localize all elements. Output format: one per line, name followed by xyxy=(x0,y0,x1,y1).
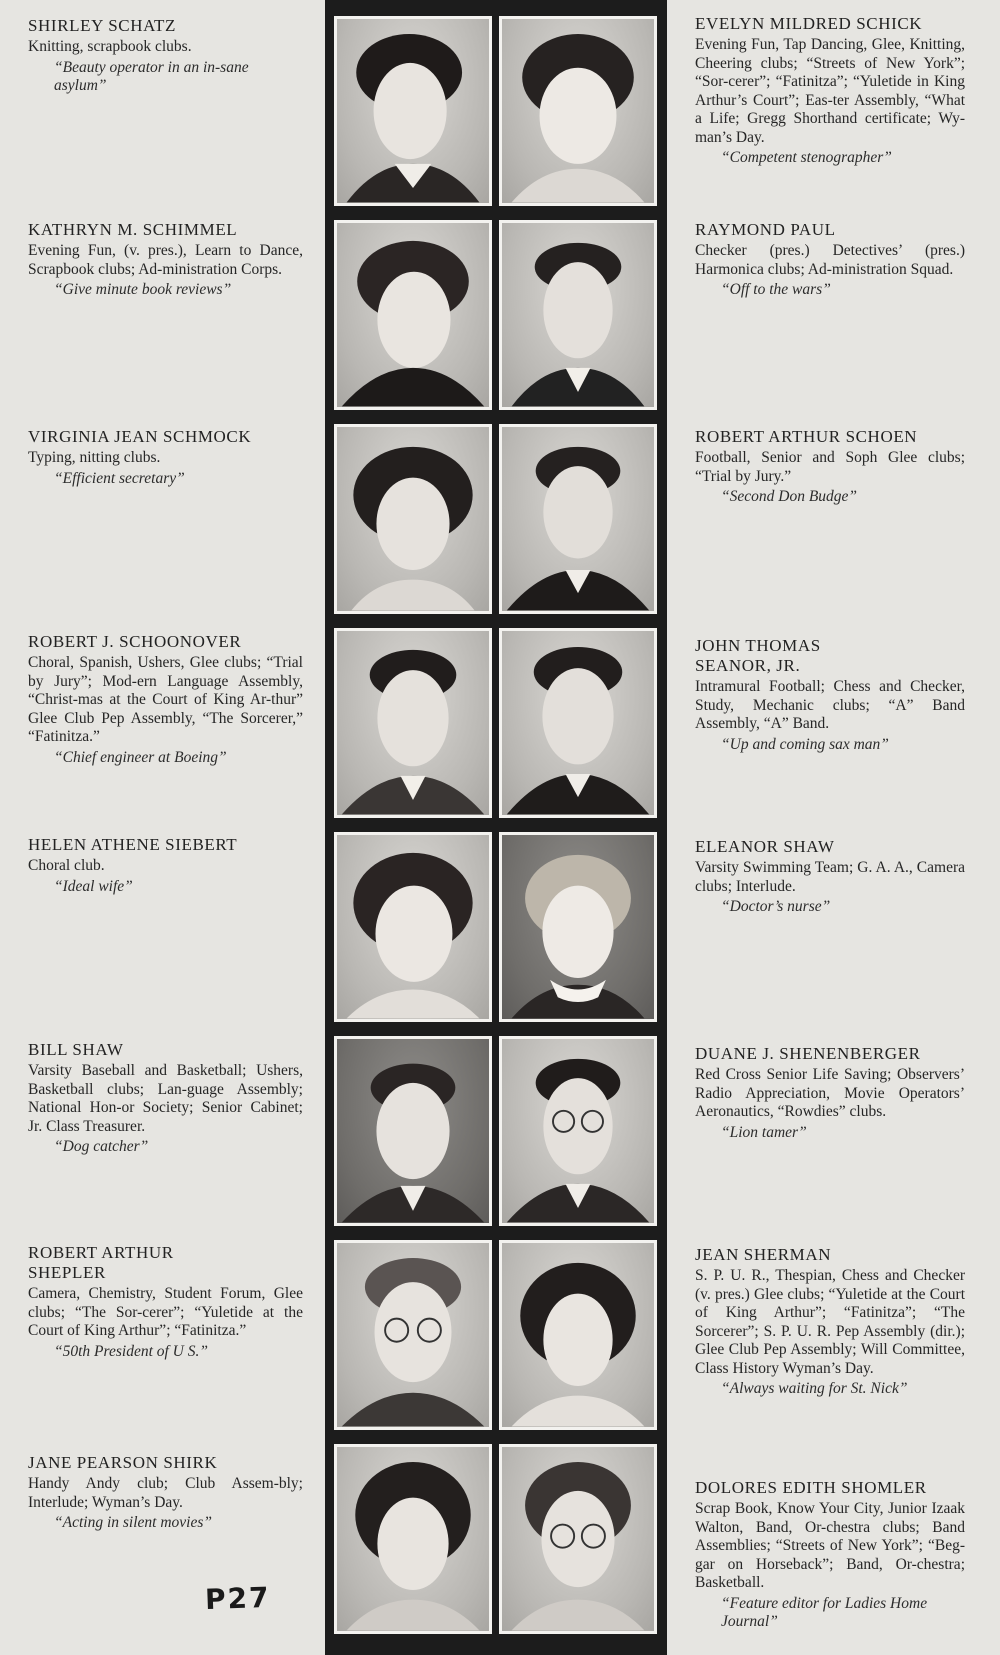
portrait-photo xyxy=(334,1240,492,1430)
student-name: SHIRLEY SCHATZ xyxy=(28,16,177,35)
student-quote: “Feature editor for Ladies Home Journal” xyxy=(721,1594,928,1630)
entry-jean-sherman xyxy=(695,1245,965,1399)
student-name: ROBERT ARTHUR SCHOEN xyxy=(695,427,918,446)
student-activities: Knitting, scrapbook clubs. xyxy=(28,38,192,55)
entry-virginia-schmock xyxy=(28,427,303,488)
student-name: JOHN THOMAS SEANOR, JR. xyxy=(695,636,821,675)
entry-bill-shaw xyxy=(28,1040,303,1157)
portrait-photo xyxy=(334,424,492,614)
student-quote: “Acting in silent movies” xyxy=(54,1514,213,1531)
photo-row xyxy=(331,10,661,214)
entry-duane-shenenberger xyxy=(695,1044,965,1142)
student-activities: Checker (pres.) Detectives’ (pres.) Harmonica clubs; Ad-ministration Squad. xyxy=(695,242,965,278)
portrait-photo xyxy=(334,628,492,818)
student-activities: Varsity Swimming Team; G. A. A., Camera clubs; Interlude. xyxy=(695,859,965,895)
photo-row xyxy=(331,1234,661,1438)
student-name: JANE PEARSON SHIRK xyxy=(28,1453,218,1472)
student-name: DOLORES EDITH SHOMLER xyxy=(695,1478,927,1497)
photo-row xyxy=(331,418,661,622)
student-name: BILL SHAW xyxy=(28,1040,124,1059)
portrait-photo xyxy=(499,220,657,410)
entry-dolores-shomler xyxy=(695,1478,965,1632)
portrait-photo xyxy=(499,628,657,818)
student-quote: “Always waiting for St. Nick” xyxy=(721,1380,908,1397)
portrait-photo xyxy=(499,424,657,614)
portrait-photo xyxy=(499,1444,657,1634)
entry-evelyn-schick xyxy=(695,14,965,168)
student-activities: Typing, nitting clubs. xyxy=(28,449,161,466)
student-name: VIRGINIA JEAN SCHMOCK xyxy=(28,427,252,446)
entry-eleanor-shaw xyxy=(695,837,965,917)
student-quote: “Beauty operator in an in-sane asylum” xyxy=(54,58,249,94)
entry-robert-shepler xyxy=(28,1243,303,1361)
portrait-photo xyxy=(499,1240,657,1430)
photo-row xyxy=(331,1438,661,1642)
student-activities: Red Cross Senior Life Saving; Observers’ Radio Appreciation, Movie Operators’ Aeronautics, “Rowdies” clubs. xyxy=(695,1066,965,1120)
photo-row xyxy=(331,622,661,826)
portrait-photo xyxy=(334,220,492,410)
student-name: EVELYN MILDRED SCHICK xyxy=(695,14,923,33)
student-quote: “Ideal wife” xyxy=(54,877,133,895)
photo-row xyxy=(331,1030,661,1234)
student-quote: “Chief engineer at Boeing” xyxy=(54,748,227,766)
photo-row xyxy=(331,826,661,1030)
entry-shirley-schatz xyxy=(28,16,303,96)
entry-john-seanor xyxy=(695,636,965,754)
portrait-photo xyxy=(334,832,492,1022)
student-name: JEAN SHERMAN xyxy=(695,1245,832,1264)
entry-robert-schoen xyxy=(695,427,965,507)
student-name: KATHRYN M. SCHIMMEL xyxy=(28,220,238,239)
photo-strip xyxy=(325,0,667,1655)
student-quote: “Off to the wars” xyxy=(721,281,831,298)
student-name: HELEN ATHENE SIEBERT xyxy=(28,835,238,854)
student-activities: Choral, Spanish, Ushers, Glee clubs; “Trial by Jury”; Mod-ern Language Assembly, “Christ-mas at the Court of King Ar-thur” Glee Club Pep Assembly, “The Sorcerer,” “Fatinitza.” xyxy=(28,654,303,745)
student-quote: “Lion tamer” xyxy=(721,1123,807,1141)
portrait-photo xyxy=(334,16,492,206)
entry-helen-siebert xyxy=(28,835,303,896)
portrait-photo xyxy=(499,1036,657,1226)
student-activities: Evening Fun, (v. pres.), Learn to Dance, Scrapbook clubs; Ad-ministration Corps. xyxy=(28,242,303,278)
student-activities: Football, Senior and Soph Glee clubs; “Trial by Jury.” xyxy=(695,449,965,485)
student-quote: “Efficient secretary” xyxy=(54,469,185,487)
student-activities: Camera, Chemistry, Student Forum, Glee clubs; “The Sor-cerer”; “Yuletide at the Court of King Arthur”; “Fatinitza.” xyxy=(28,1285,303,1339)
page-number: P27 xyxy=(204,1580,272,1617)
entry-jane-shirk xyxy=(28,1453,303,1533)
portrait-photo xyxy=(499,16,657,206)
entry-kathryn-schimmel xyxy=(28,220,303,300)
photo-row xyxy=(331,214,661,418)
student-name: RAYMOND PAUL xyxy=(695,220,836,239)
student-name: ROBERT J. SCHOONOVER xyxy=(28,632,242,651)
student-quote: “Dog catcher” xyxy=(54,1138,149,1155)
student-name: DUANE J. SHENENBERGER xyxy=(695,1044,921,1063)
student-quote: “Competent stenographer” xyxy=(721,149,892,166)
student-quote: “Up and coming sax man” xyxy=(721,735,889,753)
student-name: ELEANOR SHAW xyxy=(695,837,835,856)
student-activities: Evening Fun, Tap Dancing, Glee, Knitting, Cheering clubs; “Streets of New York”; “Sor-cerer”; “Fatinitza”; “Yuletide in King Arthur’s Court”; Eas-ter Assembly, “What a Life; Gregg Shorthand certificate; Wy-man’s Day. xyxy=(695,36,965,146)
student-activities: Scrap Book, Know Your City, Junior Izaak Walton, Band, Or-chestra clubs; Band Assemblies; “Streets of New York”; “Beg-gar on Horseback”; Band, Or-chestra; Basketball. xyxy=(695,1500,965,1591)
portrait-photo xyxy=(334,1444,492,1634)
student-activities: Handy Andy club; Club Assem-bly; Interlude; Wyman’s Day. xyxy=(28,1475,303,1511)
student-quote: “Give minute book reviews” xyxy=(54,281,232,298)
portrait-photo xyxy=(334,1036,492,1226)
student-activities: Intramural Football; Chess and Checker, Study, Mechanic clubs; “A” Band Assembly, “A” Band. xyxy=(695,678,965,732)
entry-robert-schoonover xyxy=(28,632,303,767)
portrait-photo xyxy=(499,832,657,1022)
student-name: ROBERT ARTHUR SHEPLER xyxy=(28,1243,174,1282)
student-activities: Varsity Baseball and Basketball; Ushers, Basketball clubs; Lan-guage Assembly; National Hon-or Society; Senior Cabinet; Jr. Class Treasurer. xyxy=(28,1062,303,1135)
student-quote: “50th President of U S.” xyxy=(54,1342,209,1360)
student-activities: Choral club. xyxy=(28,857,105,874)
student-activities: S. P. U. R., Thespian, Chess and Checker (v. pres.) Glee clubs; “Yuletide at the Court of King Arthur”; “Fatinitza”; “The Sorcerer”; S. P. U. R. Pep Assembly (dir.); Glee Club Pep Assembly; Will Committee, Class History Wyman’s Day. xyxy=(695,1267,965,1377)
student-quote: “Doctor’s nurse” xyxy=(721,898,831,915)
student-quote: “Second Don Budge” xyxy=(721,488,858,505)
entry-raymond-paul xyxy=(695,220,965,300)
